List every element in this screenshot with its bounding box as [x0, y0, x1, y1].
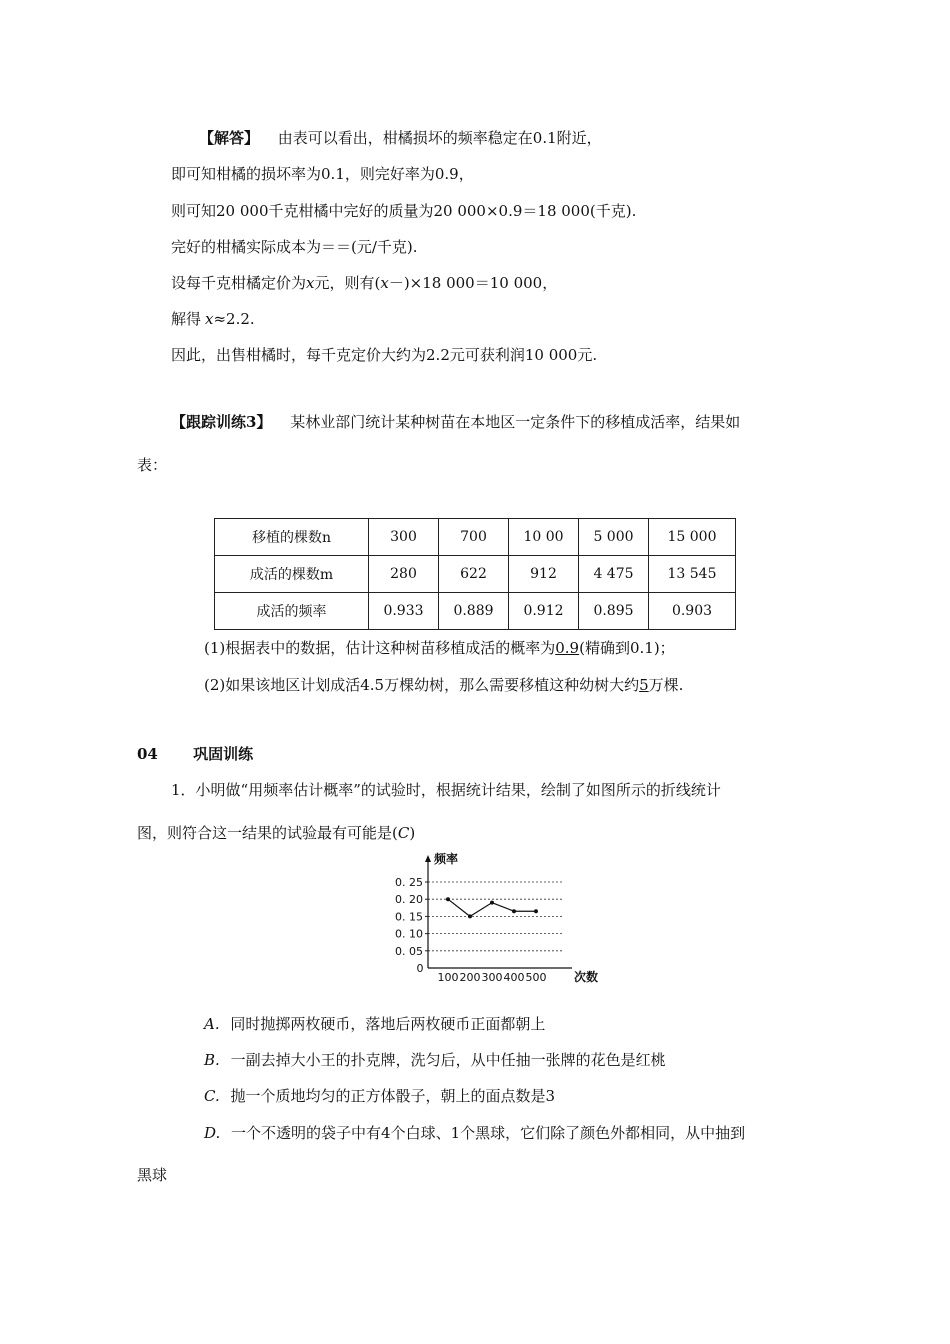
option-text: 抛一个质地均匀的正方体骰子，朝上的面点数是3 [230, 1087, 556, 1105]
solution-text-1: 由表可以看出，柑橘损坏的频率稳定在0.1附近， [277, 129, 602, 147]
table-cell: 10 00 [509, 519, 579, 556]
option-letter: B. [204, 1051, 220, 1069]
y-axis-label: 频率 [434, 852, 459, 866]
solution-line-3: 则可知20 000千克柑橘中完好的质量为20 000×0.9＝18 000(千克). [171, 202, 637, 220]
data-point [468, 914, 472, 918]
option-d-continued: 黑球 [137, 1166, 168, 1184]
solution-line-5-c: －)×18 000＝10 000， [388, 274, 558, 292]
table-cell: 622 [439, 556, 509, 593]
data-point [512, 909, 516, 913]
table-cell: 移植的棵数n [215, 519, 369, 556]
table-cell: 0.903 [649, 593, 736, 630]
table-cell: 700 [439, 519, 509, 556]
question-1-note: (精确到0.1)； [579, 639, 675, 657]
x-tick-label: 500 [525, 971, 547, 984]
problem-1-text-2: 图，则符合这一结果的试验最有可能是( [137, 824, 398, 842]
solution-line-2: 即可知柑橘的损坏率为0.1，则完好率为0.9， [171, 165, 474, 183]
question-2 [204, 675, 683, 695]
table-cell: 成活的棵数m [215, 556, 369, 593]
table-cell: 0.889 [439, 593, 509, 630]
option-text: 一副去掉大小王的扑克牌，洗匀后，从中任抽一张牌的花色是红桃 [230, 1051, 666, 1069]
question-2-answer: 5 [639, 676, 649, 694]
solution-line-6-a: 解得 [171, 310, 202, 328]
x-tick-label: 300 [481, 971, 503, 984]
y-tick-label: 0. 15 [395, 910, 423, 924]
option-a [204, 1014, 545, 1034]
solution-tag: 【解答】 [199, 129, 260, 147]
option-text: 同时抛掷两枚硬币，落地后两枚硬币正面都朝上 [230, 1015, 546, 1033]
section-title: 巩固训练 [193, 745, 254, 763]
frequency-line-chart [392, 850, 599, 990]
data-point [490, 901, 494, 905]
option-letter: C. [204, 1087, 220, 1105]
option-letter: D. [204, 1124, 221, 1142]
table-cell: 成活的频率 [215, 593, 369, 630]
table-cell: 912 [509, 556, 579, 593]
question-1 [204, 638, 675, 658]
table-row [215, 593, 736, 630]
table-cell: 300 [369, 519, 439, 556]
x-tick-label: 200 [459, 971, 481, 984]
y-tick-label: 0. 20 [395, 893, 423, 907]
table-cell: 13 545 [649, 556, 736, 593]
option-b [204, 1050, 666, 1070]
option-d [204, 1123, 745, 1143]
training-line-1 [171, 412, 740, 432]
training-tag: 【跟踪训练3】 [171, 413, 272, 431]
table-cell: 0.933 [369, 593, 439, 630]
table-cell: 0.912 [509, 593, 579, 630]
data-point [446, 897, 450, 901]
x-tick-label: 100 [437, 971, 459, 984]
y-tick-label: 0. 05 [395, 944, 423, 958]
solution-line-4: 完好的柑橘实际成本为＝＝(元/千克). [171, 238, 418, 256]
chart-plot [395, 851, 598, 984]
table-cell: 5 000 [579, 519, 649, 556]
problem-1-answer: C [397, 824, 410, 842]
section-heading [137, 744, 253, 764]
variable-x: x [205, 310, 214, 328]
question-2-note: 万棵. [648, 676, 684, 694]
problem-1-line-2 [137, 823, 415, 843]
data-point [534, 909, 538, 913]
section-number: 04 [137, 745, 158, 763]
x-axis-label: 次数 [574, 970, 599, 984]
x-tick-label: 400 [503, 971, 525, 984]
solution-line-6 [171, 309, 255, 329]
problem-1-close: ) [409, 824, 416, 842]
question-1-text: (1)根据表中的数据，估计这种树苗移植成活的概率为 [204, 639, 556, 657]
transplant-table [214, 518, 736, 630]
y-tick-label: 0. 10 [395, 927, 423, 941]
solution-line-5 [171, 273, 557, 293]
question-2-text: (2)如果该地区计划成活4.5万棵幼树，那么需要移植这种幼树大约 [204, 676, 640, 694]
solution-line-6-b: ≈2.2. [213, 310, 255, 328]
training-text-1: 某林业部门统计某种树苗在本地区一定条件下的移植成活率，结果如 [290, 413, 741, 431]
table-row [215, 556, 736, 593]
training-line-2: 表： [137, 456, 168, 474]
table-row [215, 519, 736, 556]
solution-line-1 [199, 128, 602, 148]
y-axis-arrow [425, 855, 431, 862]
problem-1-line-1: 1．小明做“用频率估计概率”的试验时，根据统计结果，绘制了如图所示的折线统计 [171, 781, 721, 799]
solution-line-5-b: 元，则有( [314, 274, 381, 292]
solution-line-7: 因此，出售柑橘时，每千克定价大约为2.2元可获利润10 000元. [171, 346, 598, 364]
origin-label: 0 [416, 962, 424, 975]
option-text: 一个不透明的袋子中有4个白球、1个黑球，它们除了颜色外都相同，从中抽到 [231, 1124, 746, 1142]
table-cell: 15 000 [649, 519, 736, 556]
table-cell: 4 475 [579, 556, 649, 593]
solution-line-5-a: 设每千克柑橘定价为 [171, 274, 307, 292]
variable-x: x [380, 274, 389, 292]
option-c [204, 1086, 555, 1106]
table-cell: 0.895 [579, 593, 649, 630]
table-cell: 280 [369, 556, 439, 593]
question-1-answer: 0.9 [555, 639, 580, 657]
y-tick-label: 0. 25 [395, 876, 423, 889]
variable-x: x [306, 274, 315, 292]
option-letter: A. [204, 1015, 220, 1033]
